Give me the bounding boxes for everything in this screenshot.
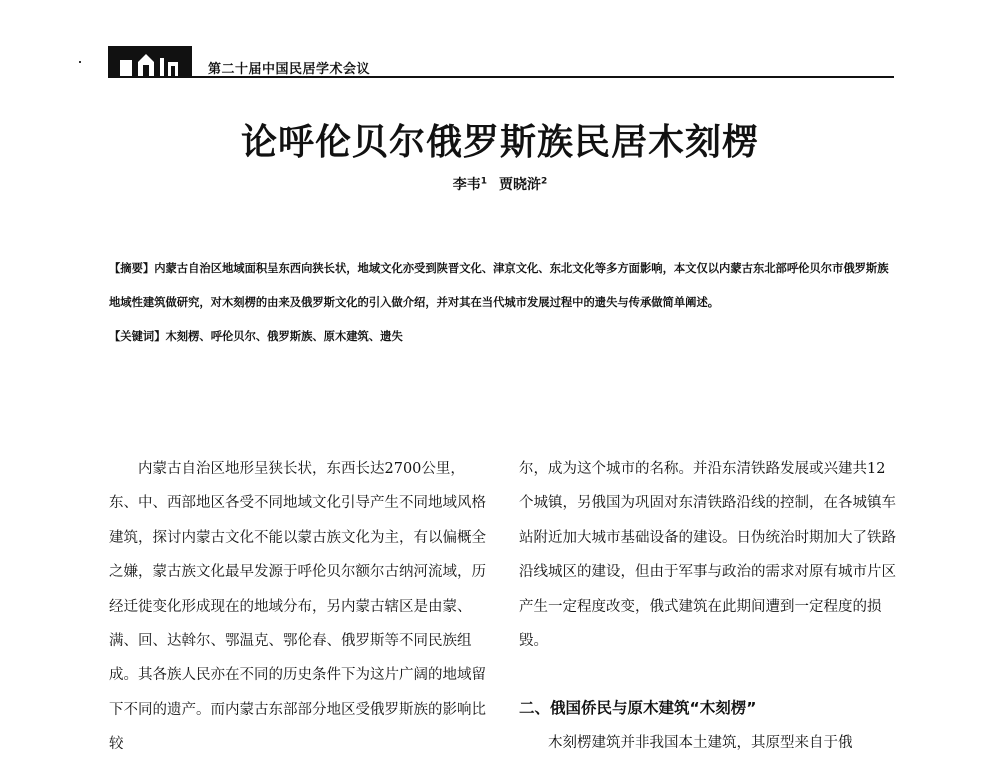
body-paragraph: 木刻楞建筑并非我国本土建筑，其原型来自于俄 <box>548 734 853 751</box>
section-heading: 二、俄国侨民与原木建筑“木刻楞” <box>519 699 757 718</box>
body-column-right <box>519 452 897 760</box>
body-paragraph: 内蒙古自治区地形呈狭长状，东西长达2700公里，东、中、西部地区各受不同地域文化引导产生不同地域风格建筑，探讨内蒙古文化不能以蒙古族文化为主，有以偏概全之嫌，蒙古族文化最早发源于呼伦贝尔额尔古纳河流域，历经迁徙变化形成现在的地域分布，另内蒙古辖区是由蒙、满、回、达斡尔、鄂温克、鄂伦春、俄罗斯等不同民族组成。其各族人民亦在不同的历史条件下为这片广阔的地域留下不同的遗产。而内蒙古东部部分地区受俄罗斯族的影响比较 <box>109 461 486 753</box>
author-line <box>0 174 1000 194</box>
author-name: 李韦 <box>452 177 481 193</box>
abstract-paragraph <box>109 252 895 320</box>
conference-name: 第二十届中国民居学术会议 <box>208 62 371 77</box>
body-paragraph: 尔，成为这个城市的名称。并沿东清铁路发展或兴建共12个城镇，另俄国为巩固对东清铁路沿线的控制，在各城镇车站附近加大城市基础设备的建设。日伪统治时期加大了铁路沿线城区的建设，但由于军事与政治的需求对原有城市片区产生一定程度改变，俄式建筑在此期间遭到一定程度的损毁。 <box>519 461 896 650</box>
author-affiliation-mark: 2 <box>541 176 548 187</box>
keywords-text: 木刻楞、呼伦贝尔、俄罗斯族、原木建筑、遗失 <box>165 330 403 343</box>
running-header <box>108 46 894 78</box>
paper-title: 论呼伦贝尔俄罗斯族民居木刻楞 <box>240 122 759 163</box>
abstract-block <box>109 252 895 354</box>
author-name: 贾晓浒 <box>499 177 541 193</box>
author-affiliation-mark: 1 <box>480 176 487 187</box>
house-silhouette-logo-icon <box>108 46 192 76</box>
keywords-paragraph <box>109 320 895 354</box>
scan-speck <box>79 61 81 63</box>
keywords-label: 【关键词】 <box>109 330 166 343</box>
abstract-text: 内蒙古自治区地域面积呈东西向狭长状，地域文化亦受到陕晋文化、津京文化、东北文化等多方面影响，本文仅以内蒙古东北部呼伦贝尔市俄罗斯族地域性建筑做研究，对木刻楞的由来及俄罗斯文化的引入做介绍，并对其在当代城市发展过程中的遗失与传承做简单阐述。 <box>109 262 889 309</box>
abstract-label: 【摘要】 <box>109 262 155 275</box>
body-column-left <box>109 452 487 762</box>
